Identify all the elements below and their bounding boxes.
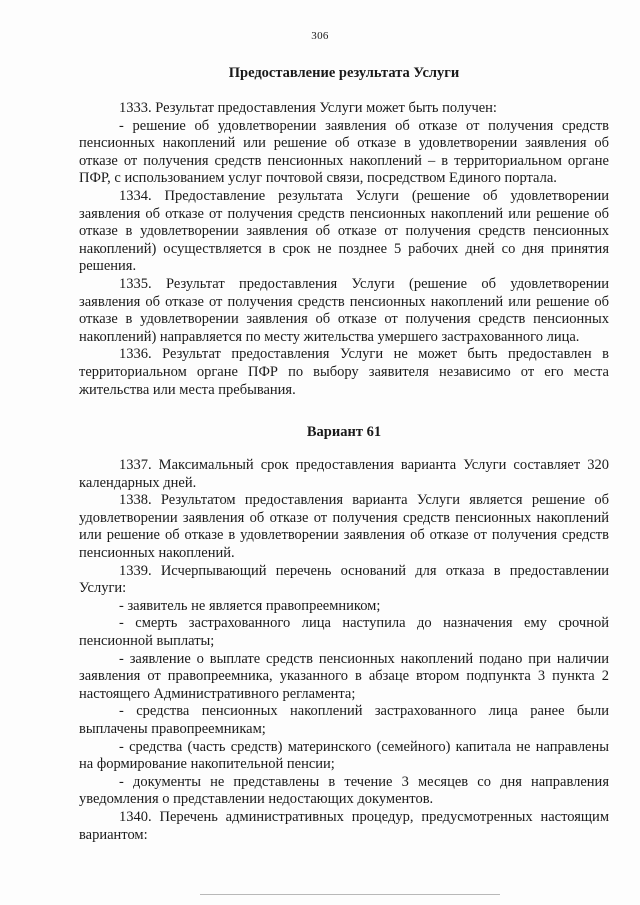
paragraph: - смерть застрахованного лица наступила до назначения ему срочной пенсионной выплаты; bbox=[79, 615, 609, 650]
paragraph: 1334. Предоставление результата Услуги (решение об удовлетворении заявления об отказе от получения средств пенсионных накоплений или решение об отказе в удовлетворении заявления об отказе от получения средств пенсионных накоплений) осуществляется в срок не позднее 5 рабочих дней со дня принятия решения. bbox=[79, 187, 609, 275]
paragraph: 1340. Перечень административных процедур, предусмотренных настоящим вариантом: bbox=[79, 808, 609, 843]
paragraph: - решение об удовлетворении заявления об отказе от получения средств пенсионных накоплений или решение об отказе в удовлетворении заявления об отказе от получения средств пенсионных накоплений – в территориальном органе ПФР, с использованием услуг почтовой связи, посредством Единого портала. bbox=[79, 117, 609, 187]
paragraph: - средства пенсионных накоплений застрахованного лица ранее были выплачены правопреемникам; bbox=[79, 703, 609, 737]
paragraph: - документы не представлены в течение 3 месяцев со дня направления уведомления о представлении недостающих документов. bbox=[79, 773, 609, 808]
paragraph: 1339. Исчерпывающий перечень оснований для отказа в предоставлении Услуги: bbox=[79, 562, 609, 597]
section-title-variant: Вариант 61 bbox=[306, 424, 382, 441]
section-body-result bbox=[79, 100, 609, 399]
paragraph: 1338. Результатом предоставления варианта Услуги является решение об удовлетворении заявления об отказе от получения средств пенсионных накоплений или решение об отказе в удовлетворении заявления об отказе от получения средств пенсионных накоплений. bbox=[79, 492, 609, 562]
bottom-rule bbox=[200, 894, 500, 895]
paragraph: - средства (часть средств) материнского (семейного) капитала не направлены на формирование накопительной пенсии; bbox=[79, 738, 609, 773]
page-content bbox=[79, 64, 609, 844]
paragraph: 1336. Результат предоставления Услуги не может быть предоставлен в территориальном органе ПФР по выбору заявителя независимо от его места жительства или места пребывания. bbox=[79, 346, 609, 398]
section-body-variant bbox=[79, 457, 609, 844]
section-title-result: Предоставление результата Услуги bbox=[228, 65, 460, 81]
paragraph: 1337. Максимальный срок предоставления варианта Услуги составляет 320 календарных дней. bbox=[79, 457, 609, 491]
page-number: 306 bbox=[311, 30, 329, 42]
paragraph: - заявитель не является правопреемником; bbox=[119, 597, 381, 614]
paragraph: 1333. Результат предоставления Услуги может быть получен: bbox=[119, 100, 497, 116]
paragraph: 1335. Результат предоставления Услуги (решение об удовлетворении заявления об отказе от получения средств пенсионных накоплений или решение об отказе в удовлетворении заявления об отказе от получения средств пенсионных накоплений) направляется по месту жительства умершего застрахованного лица. bbox=[79, 275, 609, 345]
paragraph: - заявление о выплате средств пенсионных накоплений подано при наличии заявления от правопреемника, указанного в абзаце втором подпункта 3 пункта 2 настоящего Административного регламента; bbox=[79, 650, 609, 702]
